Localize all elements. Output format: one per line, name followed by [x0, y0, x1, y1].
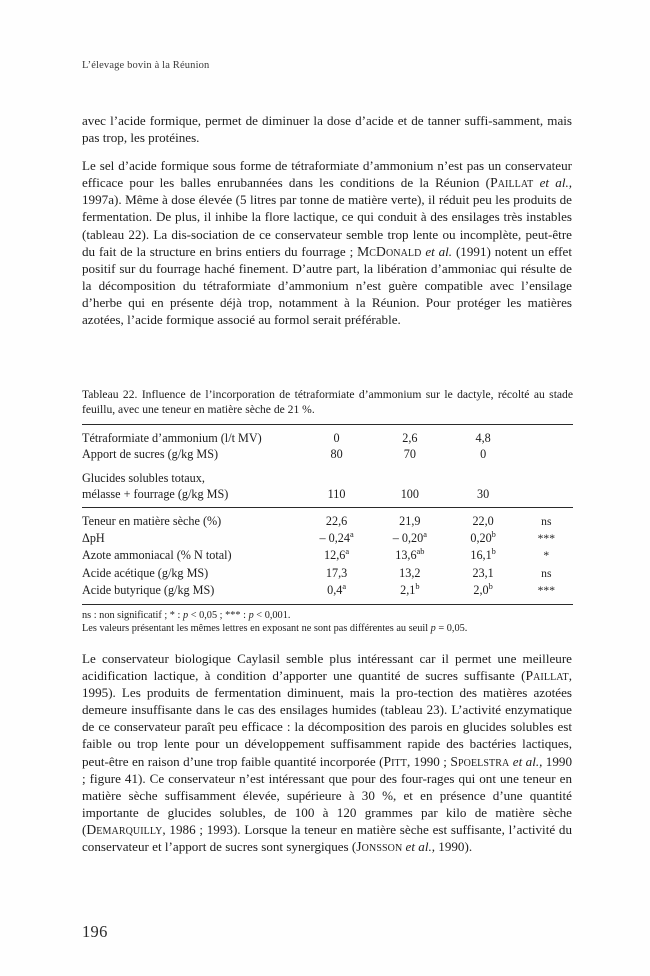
table-bottom-rule — [82, 604, 573, 605]
spacer-cell — [520, 463, 573, 470]
cell-empty — [300, 470, 373, 486]
cell-c3: 30 — [477, 486, 490, 501]
table-footnotes — [82, 609, 573, 635]
cell-c3 — [447, 508, 520, 531]
page-number: 196 — [82, 922, 108, 941]
paragraph-tetraformiate — [82, 157, 572, 328]
cell-empty — [520, 470, 573, 486]
cell-c2: 2,6 — [373, 425, 446, 447]
table-22 — [82, 424, 573, 604]
cell-c1: 110 — [327, 486, 346, 501]
cell-c3 — [447, 530, 520, 547]
citation-etal: et al., — [402, 839, 436, 855]
spacer-cell — [300, 463, 373, 470]
table-22-block — [82, 388, 573, 635]
cell-c1 — [300, 508, 373, 531]
cell-c2: 100 — [400, 486, 419, 501]
row-label: Acide acétique (g/kg MS) — [82, 565, 209, 580]
cell-significance: ns — [541, 566, 552, 580]
footnote-letters — [82, 622, 573, 635]
citation-author: McDonald — [357, 243, 422, 259]
paragraph-acide-formique — [82, 112, 572, 146]
cell-superscript: b — [488, 581, 493, 591]
spacer-cell — [373, 463, 446, 470]
cell-significance: *** — [537, 583, 556, 597]
table-row — [82, 486, 573, 508]
citation-author: Demarquilly — [86, 821, 163, 837]
cell-c3 — [447, 582, 520, 604]
paragraph-text-run: , 1995). Les produits de fermentation diminuent, mais la pro-tection des matières azotées demeure insuffisante dans le cas des ensilages humides (tableau 23). L’activité enzymatique de ce conservateur paraît peu efficace : la décomposition des parois en glucides solubles est faible ou trop lente pour un développement suffisamment rapide des bactéries lactiques, peut-être en raison d’une trop faible quantité incorporée ( — [82, 668, 572, 769]
cell-value: – 0,20 — [392, 531, 424, 546]
cell-value: 13,6 — [395, 548, 417, 563]
cell-c1 — [300, 582, 373, 604]
cell-value: 13,2 — [399, 565, 421, 580]
row-label: Azote ammoniacal (% N total) — [82, 548, 232, 563]
cell-value: 0,4 — [327, 582, 343, 597]
table-body — [82, 425, 573, 604]
cell-value: 17,3 — [325, 565, 348, 580]
row-label: ΔpH — [82, 531, 105, 546]
cell-superscript: a — [349, 530, 354, 540]
footnote-text: < 0,001. — [253, 610, 291, 622]
citation-author: Paillat — [525, 668, 569, 684]
cell-superscript: b — [491, 530, 496, 540]
spacer-cell — [82, 463, 300, 470]
citation-etal: et al. — [421, 243, 453, 259]
paragraph-text-run: , 1990 ; — [406, 753, 451, 769]
table-row — [82, 508, 573, 531]
cell-significance: * — [543, 549, 550, 563]
row-label: Acide butyrique (g/kg MS) — [82, 582, 215, 597]
cell-c2 — [373, 582, 446, 604]
table-caption: Tableau 22. Influence de l’incorporation de tétraformiate d’ammonium sur le dactyle, récolté au stade feuillu, avec une teneur en matière sèche de 21 %. — [82, 388, 573, 416]
cell-c2 — [373, 530, 446, 547]
row-label: Teneur en matière sèche (%) — [82, 508, 300, 531]
cell-c2 — [373, 565, 446, 582]
footnote-p-symbol: p — [182, 610, 189, 622]
cell-c1 — [300, 565, 373, 582]
cell-c2: 70 — [403, 447, 416, 462]
cell-value: 2,1 — [400, 582, 416, 597]
cell-value: 22,6 — [325, 514, 348, 528]
row-label-line1: Glucides solubles totaux, — [82, 470, 205, 485]
cell-superscript: b — [415, 581, 420, 591]
cell-value: 22,0 — [472, 514, 494, 528]
cell-empty — [520, 486, 573, 508]
paragraph-text-run: Le sel d’acide formique sous forme de tétraformiate d’ammonium n’est pas un conservateur efficace pour les balles enrubannées dans les conditions de la Réunion ( — [82, 158, 572, 191]
table-row — [82, 470, 573, 486]
cell-c3: 0 — [480, 447, 487, 462]
paragraph-text-run: , 1986 ; 1993). Lorsque la teneur en matière sèche est suffisante, l’activité du conservateur et l’apport de sucres sont synergiques ( — [82, 821, 572, 855]
cell-empty — [373, 470, 446, 486]
cell-superscript: a — [423, 530, 427, 540]
cell-c1: 0 — [300, 425, 373, 447]
footnote-text: Les valeurs présentant les mêmes lettres en exposant ne sont pas différentes au seuil — [82, 623, 431, 635]
cell-c2 — [373, 547, 446, 564]
body-text-bottom — [82, 650, 572, 855]
footnote-p-symbol: p — [430, 623, 436, 635]
row-label: Apport de sucres (g/kg MS) — [82, 447, 219, 462]
paragraph-text-run: 1997a). Même à dose élevée (5 litres par tonne de matière verte), il réduit peu les produits de fermentation. De plus, il inhibe la flore lactique, ce qui conduit à des ensilages très instables (tableau 22). La dis-sociation de ce conservateur semble trop lente ou incomplète, peut-être du fait de la structure en brins entiers du fourrage ; — [82, 192, 572, 259]
cell-superscript: b — [491, 547, 496, 557]
row-label-line2: mélasse + fourrage (g/kg MS) — [82, 486, 229, 501]
cell-value: 16,1 — [470, 548, 492, 563]
cell-c3 — [447, 565, 520, 582]
cell-c1 — [300, 547, 373, 564]
footnote-text: ns : non significatif ; * : — [82, 610, 183, 622]
cell-superscript: a — [342, 581, 347, 591]
cell-c3: 4,8 — [447, 425, 520, 447]
row-label: Tétraformiate d’ammonium (l/t MV) — [82, 425, 300, 447]
spacer-cell — [447, 463, 520, 470]
cell-significance: ns — [520, 508, 573, 531]
cell-value: 2,0 — [473, 582, 489, 597]
cell-significance — [520, 446, 573, 462]
cell-superscript: ab — [416, 547, 425, 557]
table-spacer-row — [82, 463, 573, 470]
citation-author: Paillat — [490, 175, 534, 191]
footnote-significance — [82, 609, 573, 622]
cell-c3 — [447, 547, 520, 564]
table-row — [82, 425, 573, 447]
table-row — [82, 582, 573, 604]
cell-superscript: a — [345, 547, 350, 557]
paragraph-text-run: (1991) notent un effet positif sur du fourrage haché finement. D’autre part, la libération d’ammoniac qui résulte de la décomposition du tétraformiate d’ammonium n’est guère compatible avec l’ensilage d’herbe qui en présente déjà trop, notamment à la Réunion. Pour protéger les matières azotées, l’acide formique associé au formol serait préférable. — [82, 243, 572, 328]
cell-value: 23,1 — [472, 565, 494, 580]
footnote-text: < 0,05 ; *** : — [188, 610, 249, 622]
table-row — [82, 547, 573, 564]
table-row — [82, 446, 573, 462]
cell-value: 0,20 — [470, 531, 492, 546]
citation-etal: et al., — [533, 175, 573, 191]
footnote-p-symbol: p — [248, 610, 254, 622]
cell-value: 21,9 — [399, 514, 421, 528]
citation-author: Jonsson — [356, 839, 403, 855]
table-row — [82, 530, 573, 547]
cell-c1: 80 — [330, 447, 343, 462]
cell-c1 — [300, 530, 373, 547]
running-head: L’élevage bovin à la Réunion — [82, 60, 210, 71]
paragraph-caylasil — [82, 650, 572, 855]
cell-value: 12,6 — [324, 548, 346, 563]
paragraph-text-run: avec l’acide formique, permet de diminuer la dose d’acide et de tanner suffi-samment, mais pas trop, les protéines. — [82, 113, 572, 146]
paragraph-text-run: 1990 ; figure 41). Ce conservateur n’est intéressant que pour des four-rages qui ont une teneur en matière sèche suffisamment élevée, supérieure à 30 %, et en présence d’une quantité importante de glucides solubles, de 100 à 120 grammes par kilo de matière sèche ( — [82, 753, 572, 837]
paragraph-text-run: Le conservateur biologique Caylasil semble plus intéressant car il permet une meilleure acidification lactique, à condition d’apporter une quantité de sucres suffisante ( — [82, 651, 572, 684]
cell-significance — [520, 425, 573, 447]
citation-etal: et al., — [509, 753, 543, 769]
body-text-top — [82, 112, 572, 328]
cell-empty — [447, 470, 520, 486]
citation-author: Spoelstra — [450, 753, 510, 769]
table-row — [82, 565, 573, 582]
cell-value: – 0,24 — [319, 531, 350, 546]
citation-author: Pitt — [383, 753, 407, 769]
footnote-text: = 0,05. — [435, 623, 468, 635]
cell-significance: *** — [537, 532, 556, 546]
paragraph-text-run: 1990). — [435, 839, 473, 855]
cell-c2 — [373, 508, 446, 531]
